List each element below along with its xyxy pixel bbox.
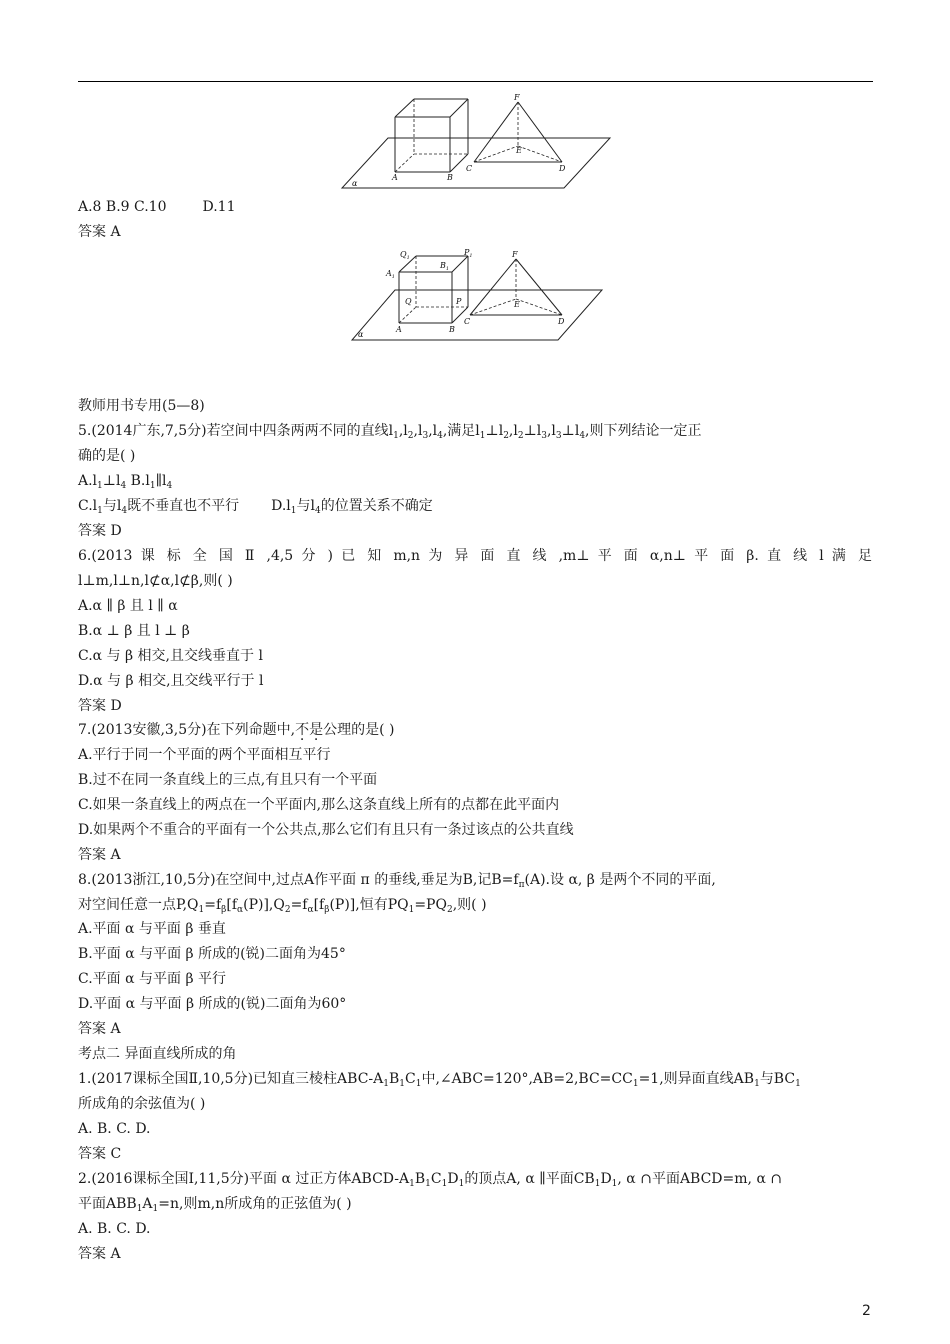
q8-option-d: D.平面 α 与平面 β 所成的(锐)二面角为60°	[78, 996, 347, 1012]
q8-option-a: A.平面 α 与平面 β 垂直	[78, 921, 226, 937]
q7-option-c: C.如果一条直线上的两点在一个平面内,那么这条直线上所有的点都在此平面内	[78, 797, 560, 813]
plane-alpha	[342, 138, 610, 188]
q8-answer: 答案 A	[78, 1021, 121, 1037]
q8-option-c: C.平面 α 与平面 β 平行	[78, 971, 227, 987]
p2q1-stem: 1.(2017课标全国Ⅱ,10,5分)已知直三棱柱ABC-$A_1B_1C_1$中$,\angle ABC=120^\circ,AB=2,BC=CC_1=1$,则异面直线$AB_1$与$BC_1$	[78, 1071, 801, 1089]
q7-answer: 答案 A	[78, 847, 121, 863]
label-D: D	[558, 317, 565, 326]
label-B1: $B_1$	[440, 261, 450, 272]
label-Q1: $Q_1$	[400, 250, 410, 261]
label-P1: $P_1$	[464, 248, 473, 259]
q5-options-ab: $A.l_1\perp l_4$ $B.l_1\parallel l_4$	[78, 473, 173, 491]
label-A: A	[396, 325, 402, 334]
q5-stem: 5.(2014广东,7,5分)若空间中四条两两不同的直线$l_1,l_2,l_3,l_4$,满足$l_1\perp l_2,l_2\perp l_3,l_3\perp l_4$,则下列结论一定正	[78, 423, 702, 441]
q8-stem: 8.(2013浙江,10,5分)在空间中,过点A作平面 π 的垂线,垂足为B,记$B=f_\pi(A)$.设 α, β 是两个不同的平面,	[78, 872, 716, 890]
label-E: E	[514, 300, 520, 309]
p2q2-options: A. B. C. D.	[78, 1221, 151, 1237]
label-E: E	[516, 146, 522, 155]
label-B: B	[447, 173, 453, 182]
label-F: F	[514, 93, 520, 102]
label-C: C	[466, 164, 473, 173]
p2q1-answer: 答案 C	[78, 1146, 122, 1162]
q6-option-a: A.α ∥ β 且 l ∥ α	[78, 598, 178, 614]
label-A: A	[392, 173, 398, 182]
p2q1-options: A. B. C. D.	[78, 1121, 151, 1137]
label-C: C	[464, 317, 471, 326]
q5-options-cd: $C.l_1$与$l_4$既不垂直也不平行 $D.l_1$与$l_4$的位置关系不确定	[78, 498, 433, 516]
q7-stem: 7.(2013安徽,3,5分)在下列命题中,不是公理的是( )	[78, 722, 395, 738]
label-Q: Q	[405, 297, 412, 306]
q5-answer: 答案 D	[78, 523, 122, 539]
label-A1: $A_1$	[386, 269, 395, 280]
label-alpha: α	[352, 179, 358, 188]
q4-answer: 答案 A	[78, 224, 121, 240]
q6-option-d: D.α 与 β 相交,且交线平行于 l	[78, 673, 264, 689]
label-F: F	[512, 250, 518, 259]
q7-option-d: D.如果两个不重合的平面有一个公共点,那么它们有且只有一条过该点的公共直线	[78, 822, 574, 838]
figure-cube-pyramid-labeled	[350, 247, 605, 347]
p2q2-stem: 2.(2016课标全国Ⅰ,11,5分)平面 α 过正方体ABCD-$A_1B_1C_1D_1$的顶点A, α ∥平面$CB_1D_1$, α ∩平面ABCD=m, α ∩	[78, 1171, 783, 1189]
q6-stem: 6.(2013 课 标 全 国 Ⅱ ,4,5 分 ) 已 知 m,n 为 异 面 直 线 ,m⊥ 平 面 α,n⊥ 平 面 β. 直 线 l 满 足	[78, 548, 872, 564]
header-rule	[78, 81, 873, 82]
q8-stem-line2: 对空间任意一点$P,Q_1=f_\beta[f_\alpha(P)],Q_2=f_\alpha[f_\beta(P)]$,恒有$PQ_1=PQ_2$,则( )	[78, 897, 487, 915]
p2q1-stem-line2: 所成角的余弦值为( )	[78, 1096, 206, 1112]
page-number: 2	[862, 1303, 871, 1319]
p2q2-stem-line2: 平面$ABB_1A_1=n$,则m,n所成角的正弦值为( )	[78, 1196, 352, 1214]
q6-answer: 答案 D	[78, 698, 122, 714]
q6-option-b: B.α ⊥ β 且 l ⊥ β	[78, 623, 190, 639]
figure-cube-pyramid	[340, 90, 612, 190]
section-heading-point2: 考点二 异面直线所成的角	[78, 1046, 237, 1062]
p2q2-answer: 答案 A	[78, 1246, 121, 1262]
section-note: 教师用书专用(5—8)	[78, 398, 205, 414]
q4-options: A.8 B.9 C.10 D.11	[78, 199, 236, 215]
q6-option-c: C.α 与 β 相交,且交线垂直于 l	[78, 648, 263, 664]
label-B: B	[449, 325, 455, 334]
q8-option-b: B.平面 α 与平面 β 所成的(锐)二面角为45°	[78, 946, 346, 962]
q6-stem-line2: l⊥m,l⊥n,l⊄α,l⊄β,则( )	[78, 573, 233, 589]
label-alpha: α	[358, 330, 364, 339]
label-P: P	[456, 297, 462, 306]
q7-option-a: A.平行于同一个平面的两个平面相互平行	[78, 747, 331, 763]
q5-stem-line2: 确的是( )	[78, 448, 136, 464]
label-D: D	[559, 164, 566, 173]
q7-option-b: B.过不在同一条直线上的三点,有且只有一个平面	[78, 772, 378, 788]
